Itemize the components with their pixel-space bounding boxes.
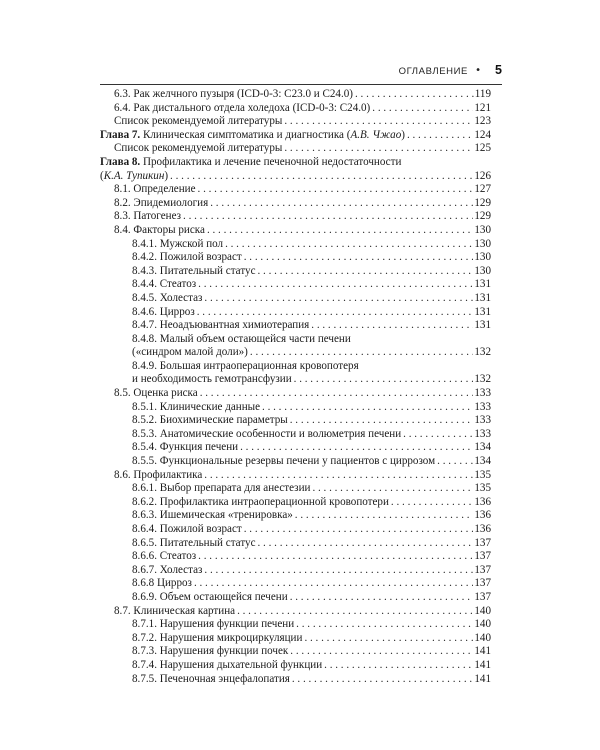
dot-leader [310,482,473,496]
toc-entry-page: 134 [474,455,491,468]
toc-entry-page: 133 [474,427,491,440]
toc-entry-page: 141 [474,658,491,671]
dot-leader [288,414,474,428]
toc-subentry[interactable] [100,523,491,537]
toc-entry[interactable] [100,115,491,129]
dot-leader [389,496,473,510]
toc-subentry[interactable] [100,482,491,496]
toc-subentry-line1[interactable]: 8.4.8. Малый объем остающейся части печени [132,332,351,345]
toc-subentry[interactable] [100,238,491,252]
dot-leader [196,550,473,564]
dot-leader [282,142,473,156]
toc-entry-page: 136 [474,523,491,535]
toc-subentry-line2[interactable] [100,373,491,387]
table-of-contents [100,88,491,686]
dot-leader [202,469,473,483]
toc-entry-page: 137 [474,577,491,590]
dot-leader [294,618,473,632]
chapter-author: К.А. Тупикин [103,169,165,182]
toc-entry-page: 124 [474,128,491,141]
toc-entry-title: 8.5.1. Клинические данные [132,400,261,413]
dot-leader [435,455,473,469]
dot-leader [401,428,473,442]
toc-entry[interactable] [100,387,491,401]
toc-entry-title: 8.6.2. Профилактика интраоперационной кровопотери [132,495,389,508]
toc-entry-page: 133 [474,414,491,427]
toc-entry-page: 121 [474,101,491,114]
toc-entry-title: 8.7. Клиническая картина [114,604,236,617]
toc-entry-page: 137 [474,590,491,603]
toc-subentry[interactable] [100,632,491,646]
toc-entry-title: 8.5. Оценка риска [114,387,198,400]
dot-leader [353,88,474,102]
toc-chapter-8-line1[interactable] [100,156,491,170]
toc-entry-title: 8.4.5. Холестаз [132,291,203,304]
dot-leader [198,387,474,401]
toc-entry-title: 8.4.7. Неоадъювантная химиотерапия [132,319,310,332]
toc-entry-title: 8.5.5. Функциональные резервы печени у пациентов с циррозом [132,455,436,468]
dot-leader [370,102,473,116]
toc-entry-title: 6.4. Рак дистального отдела холедоха (ICD-0-3: C24.0) [114,101,371,114]
toc-entry-page: 137 [474,550,491,563]
toc-subentry[interactable] [100,265,491,279]
page-number: 5 [495,63,502,77]
dot-leader [282,115,473,129]
toc-entry-title: 8.6.6. Стеатоз [132,550,197,563]
toc-subentry[interactable] [100,496,491,510]
toc-entry-page: 123 [474,115,491,128]
toc-entry-title: 8.5.3. Анатомические особенности и волюметрия печени [132,427,402,440]
toc-entry-title: 8.4.1. Мужской пол [132,237,224,250]
toc-entry-title: 8.4.4. Стеатоз [132,278,197,291]
toc-subentry[interactable] [100,428,491,442]
toc-entry-page: 133 [474,400,491,413]
toc-subentry[interactable] [100,645,491,659]
dot-leader [238,441,473,455]
toc-entry-page: 140 [474,604,491,617]
toc-entry-page: 126 [474,169,491,182]
toc-entry[interactable] [100,210,491,224]
toc-entry-title: 8.6.4. Пожилой возраст [132,523,242,535]
toc-subentry-line2[interactable] [100,346,491,360]
toc-entry-page: 132 [474,373,491,386]
toc-entry-page: 140 [474,618,491,631]
toc-entry-page: 140 [474,631,491,644]
dot-leader [205,224,473,238]
toc-entry-page: 137 [474,563,491,576]
toc-subentry[interactable] [100,618,491,632]
toc-chapter-7[interactable] [100,129,491,143]
toc-entry-page: 130 [474,264,491,277]
toc-subentry[interactable] [100,550,491,564]
toc-entry[interactable] [100,88,491,102]
toc-entry-title: 8.6.1. Выбор препарата для анестезии [132,482,311,495]
dot-leader [242,523,474,537]
dot-leader [202,564,473,578]
toc-subentry[interactable] [100,673,491,687]
chapter-open-paren: ( [100,169,104,182]
toc-entry-page: 131 [474,319,491,332]
dot-leader [288,591,474,605]
toc-chapter-8-line2[interactable] [100,170,491,184]
toc-entry-title: и необходимость гемотрансфузии [132,373,292,386]
toc-entry-title: 8.2. Эпидемиология [114,196,209,209]
chapter-close-paren: ) [401,128,405,141]
toc-entry-title: 8.7.5. Печеночная энцефалопатия [132,672,290,685]
toc-subentry[interactable] [100,659,491,673]
toc-subentry[interactable] [100,414,491,428]
toc-entry-title: 8.5.2. Биохимические параметры [132,414,288,427]
toc-entry-title: 8.7.2. Нарушения микроциркуляции [132,631,303,644]
toc-entry-page: 119 [474,88,491,100]
dot-leader [256,537,474,551]
toc-entry-title: 8.6.9. Объем остающейся печени [132,590,288,603]
toc-entry-title: 8.4. Факторы риска [114,223,205,236]
toc-entry-page: 136 [474,495,491,508]
section-title: ОГЛАВЛЕНИЕ [398,66,468,77]
toc-entry-page: 134 [474,441,491,454]
toc-entry-page: 135 [474,468,491,481]
dot-leader [293,509,474,523]
toc-subentry[interactable] [100,292,491,306]
dot-leader [181,210,473,224]
dot-leader [248,346,473,360]
toc-subentry[interactable] [100,278,491,292]
toc-entry-page: 141 [474,672,491,685]
toc-entry-page: 129 [474,196,491,209]
chapter-author: А.В. Чжао [350,128,402,141]
dot-leader [290,673,474,687]
toc-entry-page: 131 [474,305,491,318]
toc-entry[interactable] [100,102,491,116]
toc-entry-title: 8.6.3. Ишемическая «тренировка» [132,509,293,522]
toc-subentry[interactable] [100,537,491,551]
toc-entry-page: 137 [474,536,491,549]
toc-subentry[interactable] [100,441,491,455]
toc-entry-page: 130 [474,237,491,250]
toc-entry[interactable] [100,183,491,197]
toc-subentry[interactable] [100,401,491,415]
toc-entry-title: 8.3. Патогенез [114,210,182,223]
toc-entry-title: 8.6.5. Питательный статус [132,536,256,549]
toc-entry-title: 8.4.2. Пожилой возраст [132,251,242,264]
dot-leader [302,632,473,646]
toc-entry-page: 132 [474,346,491,359]
toc-entry-page: 135 [474,482,491,495]
toc-entry-page: 136 [474,509,491,522]
toc-entry-page: 141 [474,645,491,658]
dot-leader [196,183,474,197]
dot-leader [260,401,473,415]
chapter-title: Профилактика и лечение печеночной недостаточности [140,155,402,168]
toc-subentry[interactable] [100,455,491,469]
dot-leader [168,170,473,184]
dot-leader [235,605,473,619]
dot-leader [195,306,474,320]
dot-leader [322,659,473,673]
dot-leader [292,373,474,387]
toc-subentry[interactable] [100,591,491,605]
chapter-label: Глава 7. [100,128,141,141]
toc-entry-title: 8.6.8 Цирроз [132,577,192,590]
toc-entry-title: («синдром малой доли») [132,346,248,359]
toc-entry-title: 8.6. Профилактика [114,468,203,481]
running-header [100,60,502,85]
toc-entry-title: 8.7.3. Нарушения функции почек [132,645,289,658]
dot-leader [405,129,473,143]
toc-entry[interactable] [100,469,491,483]
toc-entry-page: 130 [474,251,491,264]
dot-leader [202,292,473,306]
toc-entry-page: 125 [474,142,491,155]
toc-entry-title: 8.4.6. Цирроз [132,305,195,318]
toc-subentry-line1[interactable]: 8.4.9. Большая интраоперационная кровопотеря [132,359,359,372]
toc-entry-page: 131 [474,291,491,304]
toc-entry-page: 129 [474,210,491,223]
toc-subentry[interactable] [100,319,491,333]
bullet-separator: • [475,65,481,76]
toc-entry-title: 8.7.4. Нарушения дыхательной функции [132,658,323,671]
chapter-label: Глава 8. [100,155,141,168]
toc-entry-title: 8.6.7. Холестаз [132,563,203,576]
toc-entry-title: Список рекомендуемой литературы [114,142,283,155]
chapter-heading [100,129,405,143]
dot-leader [223,238,473,252]
dot-leader [242,251,474,265]
toc-entry[interactable] [100,197,491,211]
dot-leader [196,278,473,292]
toc-subentry[interactable] [100,564,491,578]
dot-leader [256,265,474,279]
toc-entry[interactable] [100,605,491,619]
toc-entry-page: 127 [474,183,491,196]
toc-entry-page: 133 [474,387,491,400]
dot-leader [208,197,473,211]
toc-entry-title: 6.3. Рак желчного пузыря (ICD-0-3: C23.0 и C24.0) [114,88,353,100]
toc-entry[interactable] [100,224,491,238]
toc-subentry[interactable] [100,577,491,591]
toc-entry-title: 8.7.1. Нарушения функции печени [132,618,295,631]
chapter-close-paren: ) [164,169,169,182]
toc-entry-title: 8.4.3. Питательный статус [132,264,256,277]
toc-entry-page: 130 [474,223,491,236]
toc-entry-title: Список рекомендуемой литературы [114,115,283,128]
chapter-title: Клиническая симптоматика и диагностика ( [140,128,351,141]
toc-entry[interactable] [100,142,491,156]
toc-entry-page: 131 [474,278,491,291]
toc-subentry[interactable] [100,251,491,265]
toc-entry-title: 8.5.4. Функция печени [132,441,239,454]
dot-leader [288,645,473,659]
toc-subentry[interactable] [100,306,491,320]
dot-leader [192,577,473,591]
toc-subentry[interactable] [100,509,491,523]
dot-leader [309,319,473,333]
chapter-author-line [100,170,168,184]
toc-entry-title: 8.1. Определение [114,183,196,196]
